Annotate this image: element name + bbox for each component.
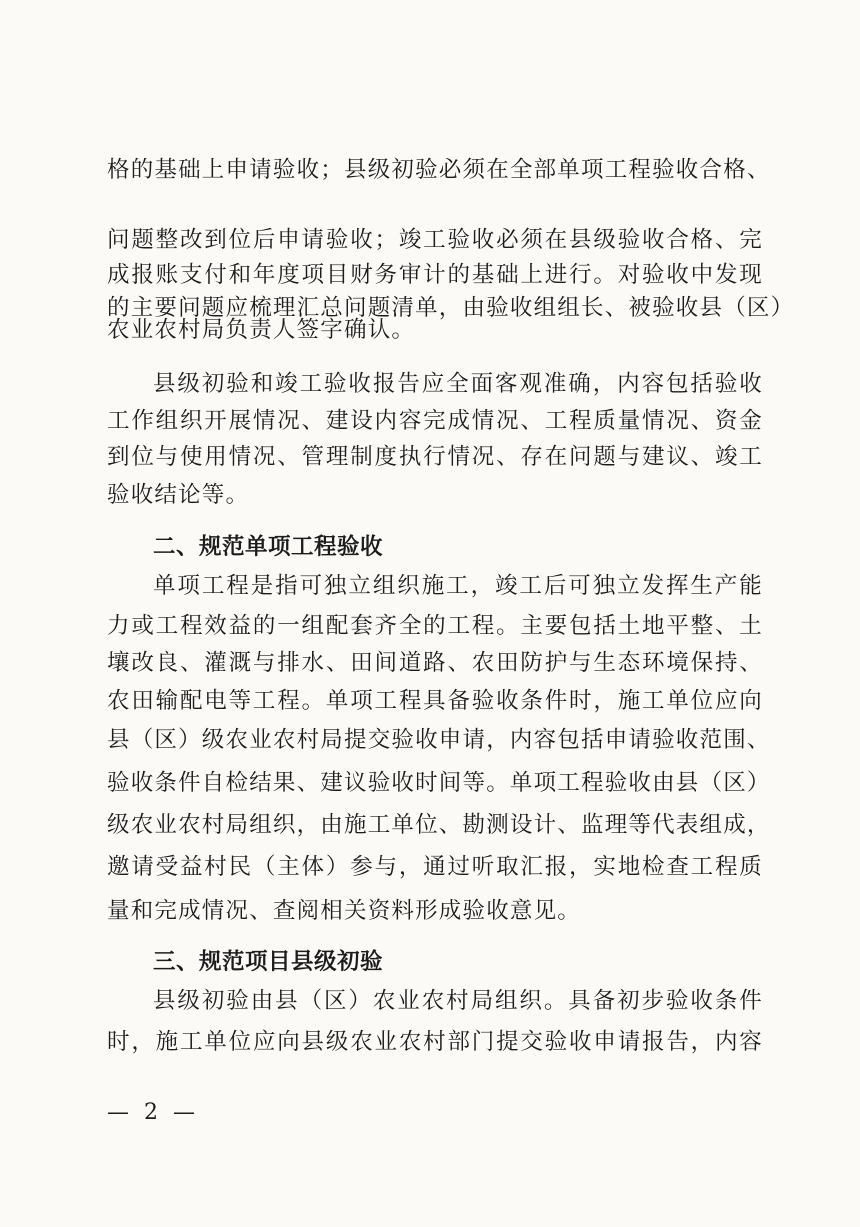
paragraph-line: 时，施工单位应向县级农业农村部门提交验收申请报告，内容 (107, 1029, 763, 1055)
paragraph-line: 的主要问题应梳理汇总问题清单，由验收组组长、被验收县（区） (107, 295, 795, 321)
paragraph-line: 壤改良、灌溉与排水、田间道路、农田防护与生态环境保持、 (107, 650, 763, 676)
paragraph-line: 到位与使用情况、管理制度执行情况、存在问题与建议、竣工 (107, 444, 763, 470)
paragraph-first-line: 单项工程是指可独立组织施工，竣工后可独立发挥生产能 (153, 573, 763, 599)
paragraph-line: 农业农村局负责人签字确认。 (107, 317, 416, 343)
paragraph-line: 量和完成情况、查阅相关资料形成验收意见。 (107, 898, 582, 924)
paragraph-line: 问题整改到位后申请验收；竣工验收必须在县级验收合格、完 (107, 227, 763, 253)
section-heading: 二、规范单项工程验收 (153, 534, 384, 560)
paragraph-line: 县（区）级农业农村局提交验收申请，内容包括申请验收范围、 (107, 727, 771, 753)
paragraph-line: 力或工程效益的一组配套齐全的工程。主要包括土地平整、土 (107, 613, 763, 639)
paragraph-line: 邀请受益村民（主体）参与，通过听取汇报，实地检查工程质 (107, 854, 763, 880)
paragraph-line: 成报账支付和年度项目财务审计的基础上进行。对验收中发现 (107, 262, 763, 288)
paragraph-first-line: 县级初验和竣工验收报告应全面客观准确，内容包括验收 (153, 371, 763, 397)
paragraph-first-line: 县级初验由县（区）农业农村局组织。具备初步验收条件 (153, 988, 763, 1014)
paragraph-line: 验收条件自检结果、建议验收时间等。单项工程验收由县（区） (107, 770, 771, 796)
paragraph-line: 工作组织开展情况、建设内容完成情况、工程质量情况、资金 (107, 408, 763, 434)
paragraph-line: 验收结论等。 (107, 482, 250, 508)
paragraph-line: 级农业农村局组织，由施工单位、勘测设计、监理等代表组成， (107, 812, 771, 838)
paragraph-line: 农田输配电等工程。单项工程具备验收条件时，施工单位应向 (107, 688, 763, 714)
section-heading: 三、规范项目县级初验 (153, 949, 384, 975)
page-number: — 2 — (107, 1100, 199, 1125)
paragraph-line: 格的基础上申请验收；县级初验必须在全部单项工程验收合格、 (107, 157, 771, 183)
